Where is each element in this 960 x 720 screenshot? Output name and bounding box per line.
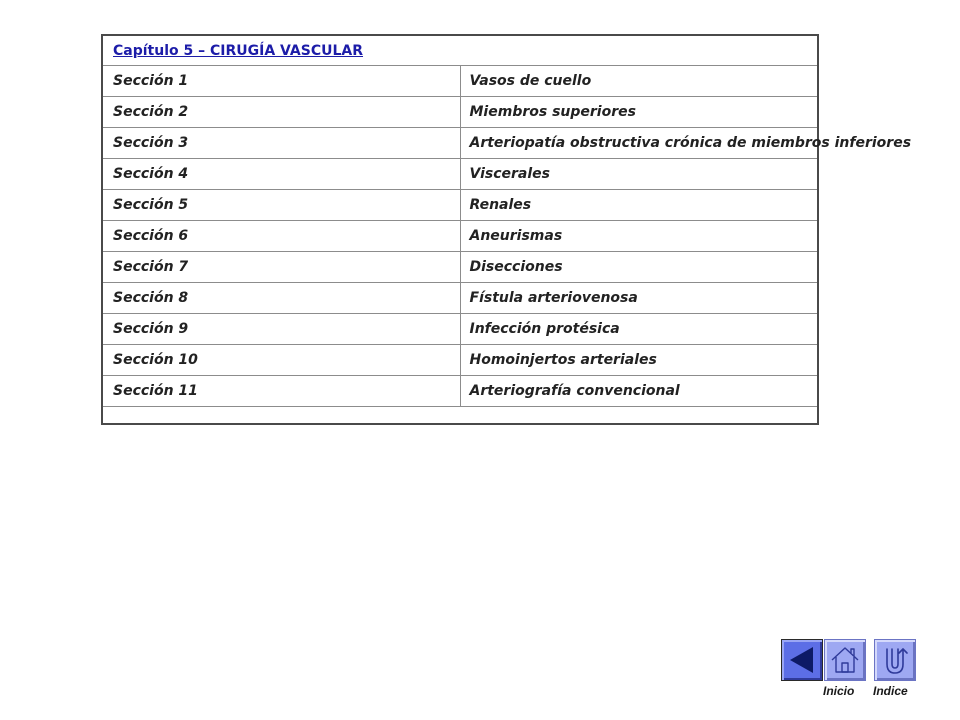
section-topic[interactable]: Arteriopatía obstructiva crónica de miembros inferiores: [460, 128, 818, 159]
section-topic[interactable]: Aneurismas: [460, 221, 818, 252]
house-icon: [825, 640, 865, 680]
section-label[interactable]: Sección 4: [102, 159, 460, 190]
section-label[interactable]: Sección 3: [102, 128, 460, 159]
empty-cell: [102, 407, 818, 425]
triangle-left-icon: [782, 640, 822, 680]
section-label[interactable]: Sección 6: [102, 221, 460, 252]
chapter-table: [101, 34, 912, 425]
table-row[interactable]: [102, 66, 818, 97]
table-row[interactable]: [102, 128, 818, 159]
table-row[interactable]: [102, 252, 818, 283]
section-topic[interactable]: Renales: [460, 190, 818, 221]
section-topic[interactable]: Disecciones: [460, 252, 818, 283]
home-button[interactable]: [824, 639, 866, 681]
section-label[interactable]: Sección 5: [102, 190, 460, 221]
table-row[interactable]: [102, 345, 818, 376]
section-topic[interactable]: Miembros superiores: [460, 97, 818, 128]
section-topic[interactable]: Arteriografía convencional: [460, 376, 818, 407]
section-label[interactable]: Sección 1: [102, 66, 460, 97]
back-button[interactable]: [781, 639, 823, 681]
section-label[interactable]: Sección 9: [102, 314, 460, 345]
section-topic[interactable]: Homoinjertos arteriales: [460, 345, 818, 376]
table-row[interactable]: [102, 283, 818, 314]
section-label[interactable]: Sección 7: [102, 252, 460, 283]
section-label[interactable]: Sección 10: [102, 345, 460, 376]
section-label[interactable]: Sección 2: [102, 97, 460, 128]
empty-row: [102, 407, 818, 425]
table-row[interactable]: [102, 376, 818, 407]
indice-link[interactable]: Indice: [873, 684, 908, 698]
section-topic[interactable]: Fístula arteriovenosa: [460, 283, 818, 314]
section-label[interactable]: Sección 8: [102, 283, 460, 314]
section-label[interactable]: Sección 11: [102, 376, 460, 407]
section-topic[interactable]: Viscerales: [460, 159, 818, 190]
inicio-link[interactable]: Inicio: [823, 684, 855, 698]
chapter-title[interactable]: Capítulo 5 – CIRUGÍA VASCULAR: [102, 35, 818, 66]
table-row[interactable]: [102, 97, 818, 128]
section-topic[interactable]: Vasos de cuello: [460, 66, 818, 97]
table-row[interactable]: [102, 221, 818, 252]
table-row[interactable]: [102, 314, 818, 345]
section-topic[interactable]: Infección protésica: [460, 314, 818, 345]
chapter-title-row: [102, 35, 818, 66]
table-row[interactable]: [102, 190, 818, 221]
u-turn-icon: [875, 640, 915, 680]
table-row[interactable]: [102, 159, 818, 190]
index-button[interactable]: [874, 639, 916, 681]
